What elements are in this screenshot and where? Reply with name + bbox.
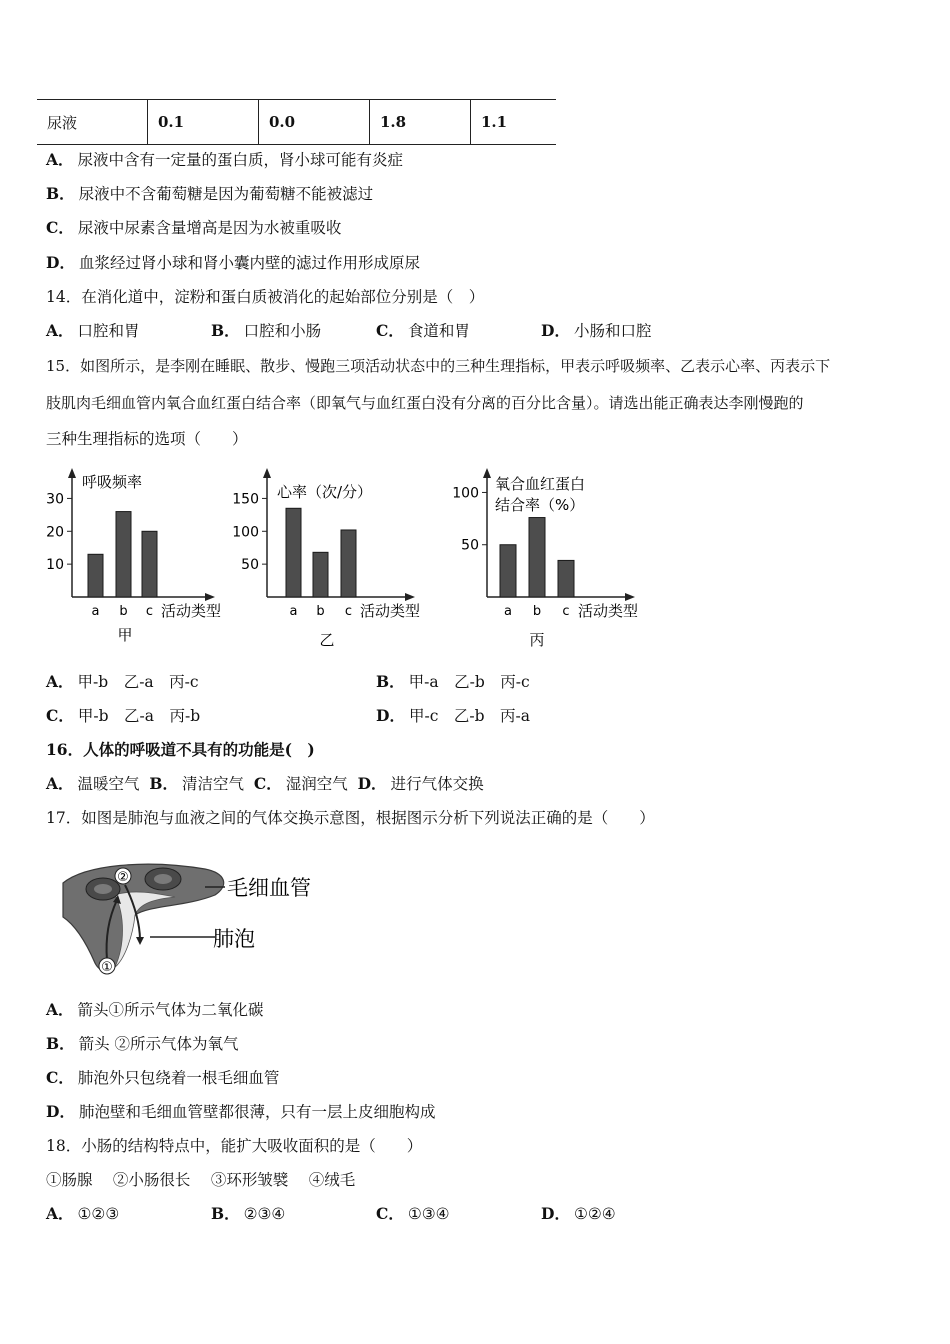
q17-stem: 17．如图是肺泡与血液之间的气体交换示意图，根据图示分析下列说法正确的是（ ） (46, 809, 655, 827)
q15-option-a: A． 甲-b 乙-a 丙-c (46, 672, 199, 691)
chart-caption: 乙 (319, 631, 335, 649)
q15-option-b: B． 甲-a 乙-b 丙-c (376, 672, 530, 691)
y-tick-label: 100 (452, 485, 479, 502)
y-axis-arrow (263, 468, 271, 478)
x-axis-arrow (205, 593, 215, 601)
q18-stem: 18．小肠的结构特点中，能扩大吸收面积的是（ ） (46, 1137, 423, 1155)
y-tick-label: 30 (46, 491, 64, 508)
q13-option-d: D． 血浆经过肾小球和肾小囊内壁的滤过作用形成原尿 (46, 253, 420, 272)
x-tick-label: b (316, 604, 325, 619)
q16-option-b: B． 清洁空气 (149, 774, 245, 793)
x-tick-label: c (145, 604, 154, 619)
y-tick-label: 150 (232, 491, 259, 508)
alveolus-shape (63, 864, 224, 971)
x-axis-arrow (625, 593, 635, 601)
marker-1: ① (101, 960, 113, 975)
y-tick-label: 50 (241, 557, 259, 574)
y-tick-label: 10 (46, 557, 64, 574)
y-tick-label: 50 (461, 537, 479, 554)
table-cell: 尿液 (37, 100, 148, 145)
bar-c (341, 530, 356, 597)
q15-charts (0, 460, 700, 660)
bar-c (558, 560, 574, 597)
q14-option-a: A． 口腔和胃 (46, 321, 140, 340)
chart-caption: 甲 (117, 626, 133, 644)
bar-a (88, 554, 103, 597)
x-tick-label: a (289, 604, 298, 619)
bar-a (286, 508, 301, 597)
q18-option-b: B． ②③④ (211, 1204, 286, 1223)
q16-option-c: C． 湿润空气 (253, 774, 348, 793)
q15-stem-line3: 三种生理指标的选项（ ） (46, 430, 248, 448)
q17-option-a: A． 箭头①所示气体为二氧化碳 (46, 1000, 264, 1019)
urine-table (37, 99, 556, 145)
table-row (37, 100, 556, 145)
q13-option-b: B． 尿液中不含葡萄糖是因为葡萄糖不能被滤过 (46, 184, 374, 203)
y-tick-label: 20 (46, 524, 64, 541)
x-tick-label: b (119, 604, 128, 619)
y-axis-label: 心率（次/分） (277, 483, 373, 501)
q15-option-d: D． 甲-c 乙-b 丙-a (376, 706, 531, 725)
q16-stem: 16．人体的呼吸道不具有的功能是( ) (46, 740, 315, 759)
x-tick-label: c (562, 604, 570, 619)
label-capillary: 毛细血管 (227, 876, 311, 900)
q17-option-b: B． 箭头 ②所示气体为氧气 (46, 1034, 239, 1053)
x-tick-label: a (504, 604, 512, 619)
bar-c (142, 531, 157, 597)
q14-stem: 14．在消化道中，淀粉和蛋白质被消化的起始部位分别是（ ） (46, 288, 485, 306)
q17-option-c: C． 肺泡外只包绕着一根毛细血管 (46, 1068, 280, 1087)
q15-option-c: C． 甲-b 乙-a 丙-b (46, 706, 201, 725)
y-axis-arrow (68, 468, 76, 478)
q13-option-a: A． 尿液中含有一定量的蛋白质，肾小球可能有炎症 (46, 150, 404, 169)
q18-items: ①肠腺 ②小肠很长 ③环形皱襞 ④绒毛 (46, 1171, 356, 1189)
x-tick-label: c (344, 604, 353, 619)
q13-option-c: C． 尿液中尿素含量增高是因为水被重吸收 (46, 218, 342, 237)
chart-caption: 丙 (529, 631, 545, 649)
q17-option-d: D． 肺泡壁和毛细血管壁都很薄，只有一层上皮细胞构成 (46, 1102, 436, 1121)
q15-stem-line1: 15．如图所示，是李刚在睡眠、散步、慢跑三项活动状态中的三种生理指标，甲表示呼吸频率、乙表示心率、丙表示下 (46, 357, 831, 375)
q18-option-a: A． ①②③ (46, 1204, 120, 1223)
x-tick-label: a (91, 604, 100, 619)
x-tick-label: b (532, 604, 542, 619)
q15-stem-line2: 肢肌肉毛细血管内氧合血红蛋白结合率（即氧气与血红蛋白没有分离的百分比含量）。请选出能正确表达李刚慢跑的 (46, 394, 804, 412)
q14-option-c: C． 食道和胃 (376, 321, 470, 340)
label-alveolus: 肺泡 (213, 927, 255, 951)
x-axis-arrow (405, 593, 415, 601)
alveolus-diagram (55, 855, 325, 980)
x-axis-label: 活动类型 (360, 602, 421, 620)
y-axis-label: 氧合血红蛋白 (495, 475, 586, 493)
q14-option-b: B． 口腔和小肠 (211, 321, 322, 340)
q14-option-d: D． 小肠和口腔 (541, 321, 652, 340)
bar-b (313, 552, 328, 597)
y-axis-label: 结合率（%） (495, 496, 585, 514)
bar-a (500, 545, 516, 597)
q16-options (46, 773, 484, 795)
x-axis-label: 活动类型 (578, 602, 639, 620)
table-cell: 0.1 (148, 100, 259, 145)
marker-2: ② (117, 870, 129, 885)
y-tick-label: 100 (232, 524, 259, 541)
q16-option-a: A． 温暖空气 (46, 774, 140, 793)
q18-option-d: D． ①②④ (541, 1204, 616, 1223)
y-axis-label: 呼吸频率 (82, 473, 143, 491)
x-axis-label: 活动类型 (161, 602, 222, 620)
bar-b (116, 512, 131, 597)
bar-b (529, 518, 545, 597)
q16-option-d: D． 进行气体交换 (357, 774, 484, 793)
q18-option-c: C． ①③④ (376, 1204, 450, 1223)
table-cell: 1.8 (370, 100, 471, 145)
table-cell: 0.0 (259, 100, 370, 145)
y-axis-arrow (483, 468, 491, 478)
table-cell: 1.1 (471, 100, 557, 145)
